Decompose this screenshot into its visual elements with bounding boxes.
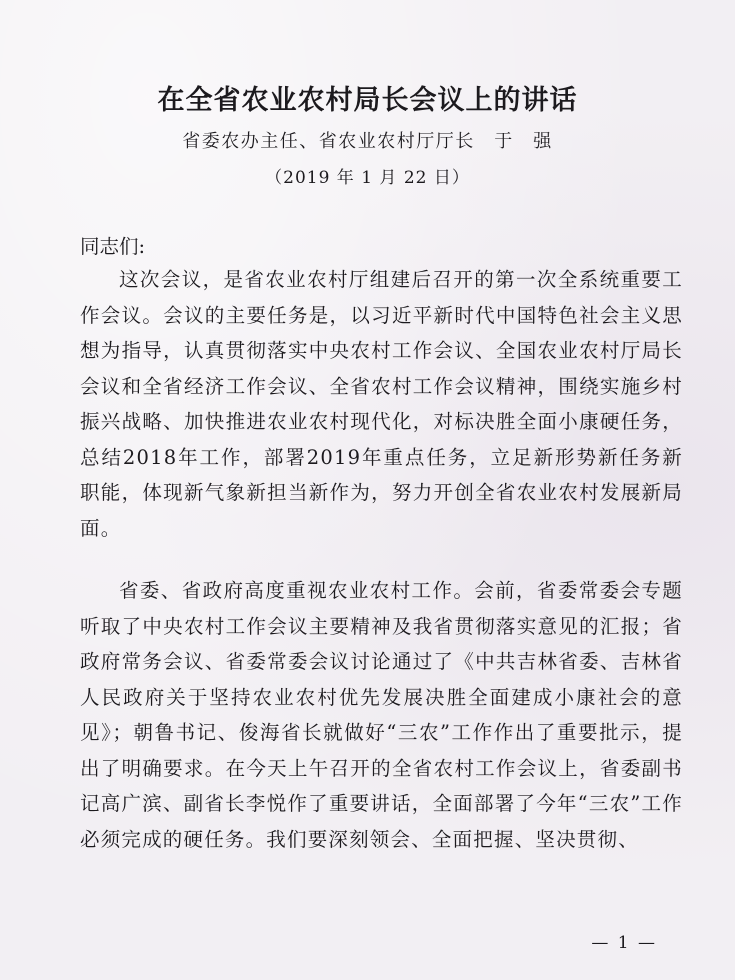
paragraph-2: 省委、省政府高度重视农业农村工作。会前，省委常委会专题听取了中央农村工作会议主要精神及我省贯彻落实意见的汇报；省政府常务会议、省委常委会议讨论通过了《中共吉林省委、吉林省人民政府关于坚持农业农村优先发展决胜全面建成小康社会的意见》；朝鲁书记、俊海省长就做好“三农”工作作出了重要批示，提出了明确要求。在今天上午召开的全省农村工作会议上，省委副书记高广滨、副省长李悦作了重要讲话，全面部署了今年“三农”工作必须完成的硬任务。我们要深刻领会、全面把握、坚决贯彻、: [80, 579, 683, 851]
salutation: 同志们:: [80, 235, 146, 258]
page-number: — 1 —: [591, 933, 657, 953]
speech-date: （2019 年 1 月 22 日）: [265, 168, 470, 188]
paragraph-1: 这次会议，是省农业农村厅组建后召开的第一次全系统重要工作会议。会议的主要任务是，以习近平新时代中国特色社会主义思想为指导，认真贯彻落实中央农村工作会议、全国农业农村厅局长会议和全省经济工作会议、全省农村工作会议精神，围绕实施乡村振兴战略、加快推进农业农村现代化，对标决胜全面小康硬任务，总结2018年工作，部署2019年重点任务，立足新形势新任务新职能，体现新气象新担当新作为，努力开创全省农业农村发展新局面。: [80, 268, 683, 540]
document-title: 在全省农业农村局长会议上的讲话: [157, 85, 578, 116]
author-line: 省委农办主任、省农业农村厅厅长 于 强: [182, 131, 553, 152]
